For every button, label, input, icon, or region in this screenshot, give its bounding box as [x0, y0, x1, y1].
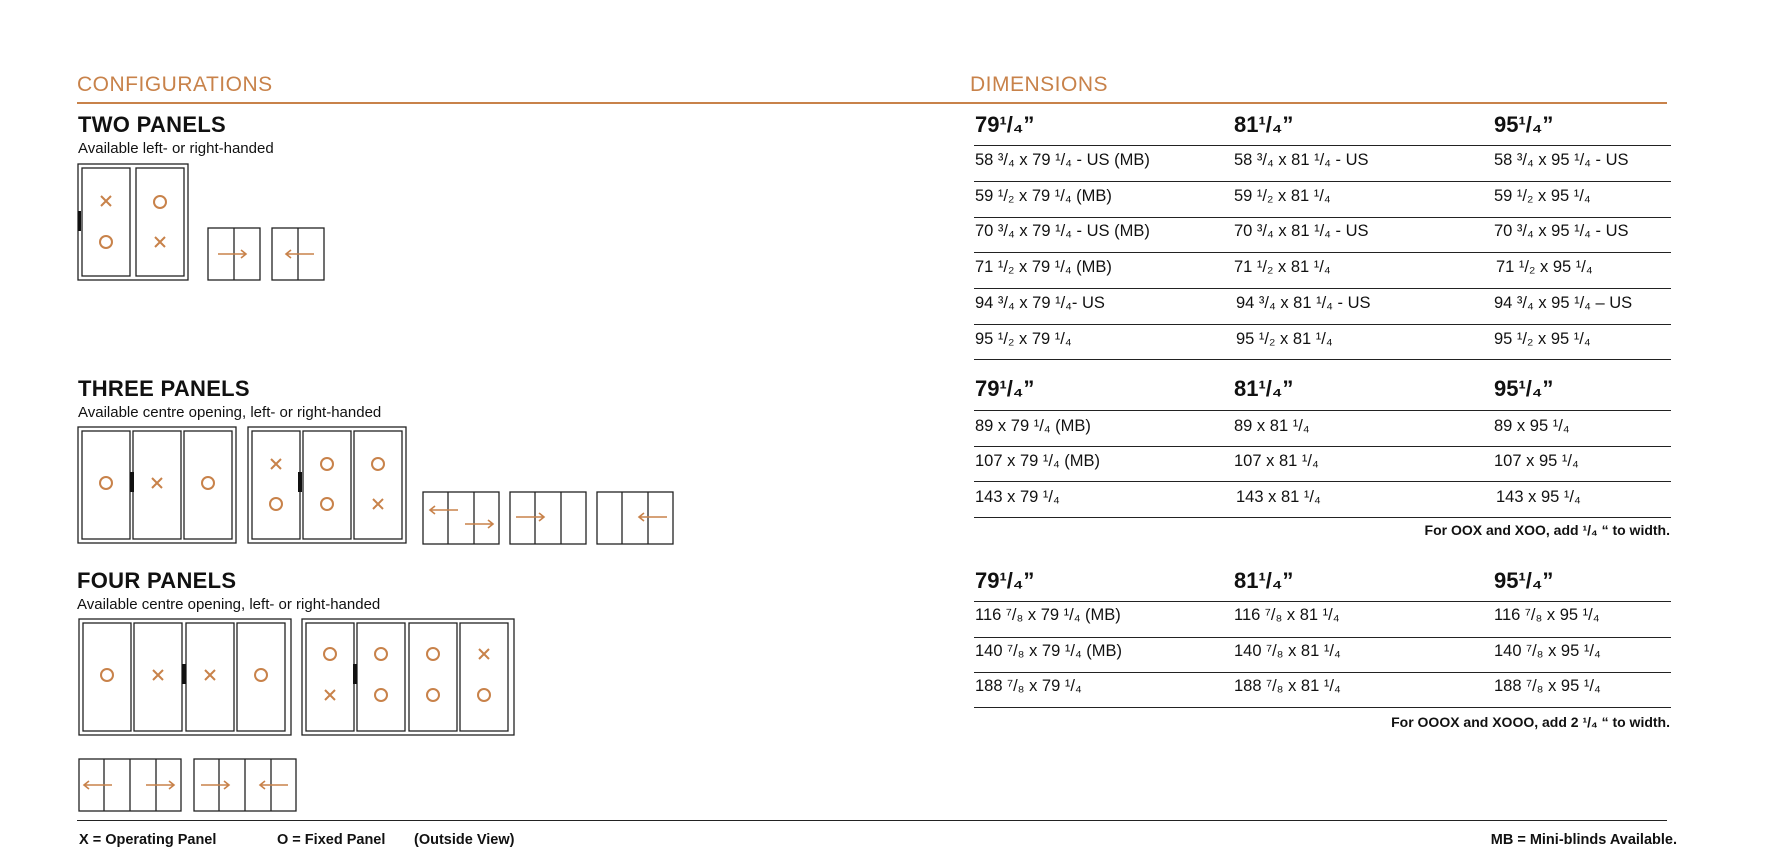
- two-panels-subtitle: Available left- or right-handed: [78, 140, 274, 157]
- row-divider: [974, 517, 1671, 518]
- t2-header-79: 79¹/₄”: [975, 112, 1035, 137]
- t4-header-79: 79¹/₄”: [975, 568, 1035, 593]
- t2-cell: 95 ¹/₂ x 81 ¹/₄: [1236, 330, 1333, 348]
- t3-cell: 107 x 81 ¹/₄: [1234, 452, 1319, 470]
- legend-fixed: O = Fixed Panel: [277, 832, 386, 848]
- t4-cell: 188 ⁷/₈ x 81 ¹/₄: [1234, 677, 1341, 695]
- t2-cell: 71 ¹/₂ x 95 ¹/₄: [1496, 258, 1593, 276]
- t4-header-95: 95¹/₄”: [1494, 568, 1554, 593]
- t2-header-81: 81¹/₄”: [1234, 112, 1294, 137]
- row-divider: [974, 481, 1671, 482]
- dimensions-heading: DIMENSIONS: [970, 73, 1109, 96]
- t2-cell: 59 ¹/₂ x 95 ¹/₄: [1494, 187, 1591, 205]
- t2-cell: 59 ¹/₂ x 81 ¹/₄: [1234, 187, 1331, 205]
- t3-header-81: 81¹/₄”: [1234, 376, 1294, 401]
- two-panel-diagrams: [76, 160, 336, 285]
- t4-cell: 188 ⁷/₈ x 95 ¹/₄: [1494, 677, 1601, 695]
- row-divider: [974, 145, 1671, 146]
- t3-cell: 143 x 81 ¹/₄: [1236, 488, 1321, 506]
- t3-cell: 143 x 95 ¹/₄: [1496, 488, 1581, 506]
- t2-cell: 94 ³/₄ x 79 ¹/₄- US: [975, 294, 1105, 312]
- three-panels-title: THREE PANELS: [78, 376, 250, 401]
- row-divider: [974, 601, 1671, 602]
- t2-header-95: 95¹/₄”: [1494, 112, 1554, 137]
- t2-cell: 95 ¹/₂ x 79 ¹/₄: [975, 330, 1072, 348]
- four-panel-width-note: For OOOX and XOOO, add 2 ¹/₄ “ to width.: [1391, 714, 1670, 730]
- two-panels-title: TWO PANELS: [78, 112, 227, 137]
- t2-cell: 59 ¹/₂ x 79 ¹/₄ (MB): [975, 187, 1112, 205]
- row-divider: [974, 672, 1671, 673]
- t4-cell: 140 ⁷/₈ x 81 ¹/₄: [1234, 642, 1341, 660]
- legend-outside-view: (Outside View): [414, 832, 515, 848]
- row-divider: [974, 707, 1671, 708]
- t3-cell: 143 x 79 ¹/₄: [975, 488, 1060, 506]
- t2-cell: 70 ³/₄ x 79 ¹/₄ - US (MB): [975, 222, 1150, 240]
- three-panel-diagrams: [76, 424, 686, 546]
- t4-cell: 116 ⁷/₈ x 95 ¹/₄: [1494, 606, 1600, 624]
- four-panels-title: FOUR PANELS: [77, 568, 237, 593]
- t2-cell: 58 ³/₄ x 81 ¹/₄ - US: [1234, 151, 1369, 169]
- row-divider: [974, 324, 1671, 325]
- t3-header-95: 95¹/₄”: [1494, 376, 1554, 401]
- legend-operating: X = Operating Panel: [79, 832, 217, 848]
- row-divider: [974, 637, 1671, 638]
- t4-cell: 116 ⁷/₈ x 81 ¹/₄: [1234, 606, 1340, 624]
- row-divider: [974, 217, 1671, 218]
- heading-divider: [77, 102, 1667, 104]
- t2-cell: 94 ³/₄ x 95 ¹/₄ – US: [1494, 294, 1633, 312]
- t3-cell: 89 x 81 ¹/₄: [1234, 417, 1310, 435]
- t2-cell: 95 ¹/₂ x 95 ¹/₄: [1494, 330, 1591, 348]
- row-divider: [974, 181, 1671, 182]
- row-divider: [974, 252, 1671, 253]
- t2-cell: 94 ³/₄ x 81 ¹/₄ - US: [1236, 294, 1371, 312]
- legend-mini-blinds: MB = Mini-blinds Available.: [1490, 832, 1677, 848]
- configurations-heading: CONFIGURATIONS: [77, 73, 273, 96]
- t2-cell: 71 ¹/₂ x 81 ¹/₄: [1234, 258, 1331, 276]
- t4-cell: 140 ⁷/₈ x 79 ¹/₄ (MB): [975, 642, 1123, 660]
- row-divider: [974, 410, 1671, 411]
- row-divider: [974, 446, 1671, 447]
- t2-cell: 58 ³/₄ x 79 ¹/₄ - US (MB): [975, 151, 1150, 169]
- t3-cell: 107 x 95 ¹/₄: [1494, 452, 1579, 470]
- row-divider: [974, 288, 1671, 289]
- t4-cell: 140 ⁷/₈ x 95 ¹/₄: [1494, 642, 1601, 660]
- t2-cell: 70 ³/₄ x 95 ¹/₄ - US: [1494, 222, 1629, 240]
- t4-header-81: 81¹/₄”: [1234, 568, 1294, 593]
- t4-cell: 116 ⁷/₈ x 79 ¹/₄ (MB): [975, 606, 1121, 624]
- footer-divider: [77, 820, 1667, 821]
- four-panels-subtitle: Available centre opening, left- or right-handed: [77, 596, 381, 613]
- t3-cell: 107 x 79 ¹/₄ (MB): [975, 452, 1101, 470]
- t2-cell: 58 ³/₄ x 95 ¹/₄ - US: [1494, 151, 1629, 169]
- three-panel-width-note: For OOX and XOO, add ¹/₄ “ to width.: [1424, 522, 1670, 538]
- t2-cell: 71 ¹/₂ x 79 ¹/₄ (MB): [975, 258, 1112, 276]
- t2-cell: 70 ³/₄ x 81 ¹/₄ - US: [1234, 222, 1369, 240]
- row-divider: [974, 359, 1671, 360]
- t3-cell: 89 x 95 ¹/₄: [1494, 417, 1570, 435]
- t4-cell: 188 ⁷/₈ x 79 ¹/₄: [975, 677, 1082, 695]
- t3-cell: 89 x 79 ¹/₄ (MB): [975, 417, 1091, 435]
- three-panels-subtitle: Available centre opening, left- or right-handed: [78, 404, 382, 421]
- t3-header-79: 79¹/₄”: [975, 376, 1035, 401]
- four-panel-diagrams: [76, 616, 526, 814]
